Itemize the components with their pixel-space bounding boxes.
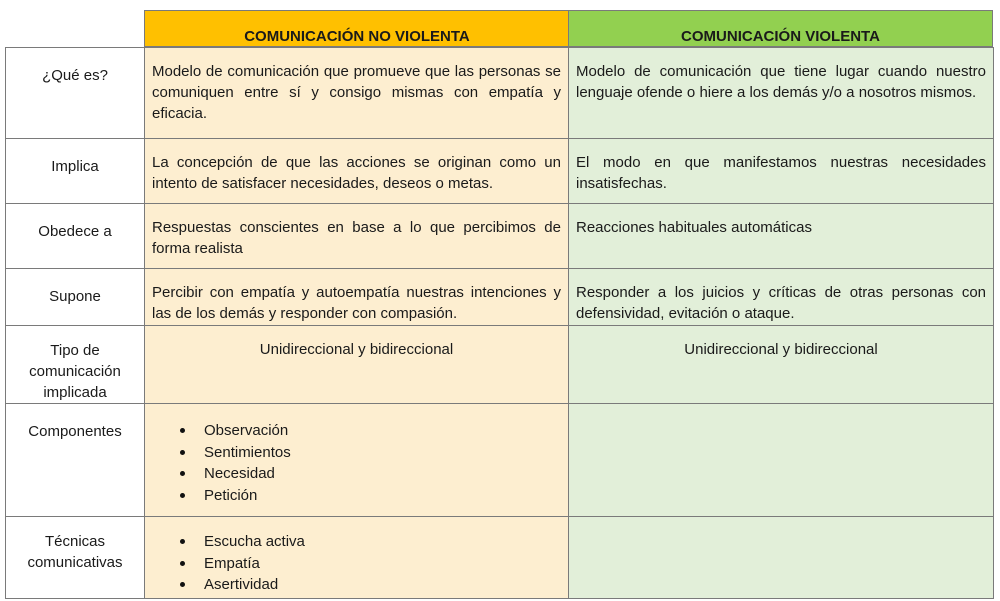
list-item: Sentimientos <box>204 442 561 464</box>
row-label: Componentes <box>6 404 145 517</box>
table-row-tecnicas-comunicativas <box>6 517 994 599</box>
table-row-supone <box>6 269 994 326</box>
row-label: Implica <box>6 139 145 204</box>
list-item: Necesidad <box>204 463 561 485</box>
list-item: Asertividad <box>204 574 561 596</box>
cell-violenta: Modelo de comunicación que tiene lugar cuando nuestro lenguaje ofende o hiere a los demás y/o a nosotros mismos. <box>569 48 994 139</box>
cell-violenta: El modo en que manifestamos nuestras necesidades insatisfechas. <box>569 139 994 204</box>
row-label: ¿Qué es? <box>6 48 145 139</box>
table-row-que-es <box>6 48 994 139</box>
table-row-componentes <box>6 404 994 517</box>
components-list <box>152 420 561 506</box>
header-label-no-violenta: COMUNICACIÓN NO VIOLENTA <box>244 28 470 45</box>
row-label: Supone <box>6 269 145 326</box>
cell-no-violenta: La concepción de que las acciones se originan como un intento de satisfacer necesidades, deseos o metas. <box>145 139 569 204</box>
cell-violenta <box>569 517 994 599</box>
cell-violenta: Unidireccional y bidireccional <box>569 326 994 404</box>
table-row-tipo-de-comunicacion <box>6 326 994 404</box>
list-item: Petición <box>204 485 561 507</box>
list-item: Empatía <box>204 553 561 575</box>
cell-no-violenta <box>145 404 569 517</box>
header-comunicacion-violenta <box>568 10 993 47</box>
table-row-obedece-a <box>6 204 994 269</box>
cell-no-violenta: Unidireccional y bidireccional <box>145 326 569 404</box>
cell-no-violenta: Respuestas conscientes en base a lo que percibimos de forma realista <box>145 204 569 269</box>
techniques-list <box>152 531 561 596</box>
cell-no-violenta: Modelo de comunicación que promueve que las personas se comuniquen entre sí y consigo mismas con empatía y eficacia. <box>145 48 569 139</box>
header-comunicacion-no-violenta <box>144 10 569 47</box>
cell-no-violenta: Percibir con empatía y autoempatía nuestras intenciones y las de los demás y responder con compasión. <box>145 269 569 326</box>
comparison-table <box>5 47 994 599</box>
cell-no-violenta <box>145 517 569 599</box>
cell-violenta <box>569 404 994 517</box>
row-label: Obedece a <box>6 204 145 269</box>
cell-violenta: Responder a los juicios y críticas de otras personas con defensividad, evitación o ataque. <box>569 269 994 326</box>
header-label-violenta: COMUNICACIÓN VIOLENTA <box>681 28 880 45</box>
list-item: Observación <box>204 420 561 442</box>
row-label: Tipo de comunicación implicada <box>6 326 145 404</box>
row-label: Técnicas comunicativas <box>6 517 145 599</box>
list-item: Escucha activa <box>204 531 561 553</box>
table-row-implica <box>6 139 994 204</box>
cell-violenta: Reacciones habituales automáticas <box>569 204 994 269</box>
